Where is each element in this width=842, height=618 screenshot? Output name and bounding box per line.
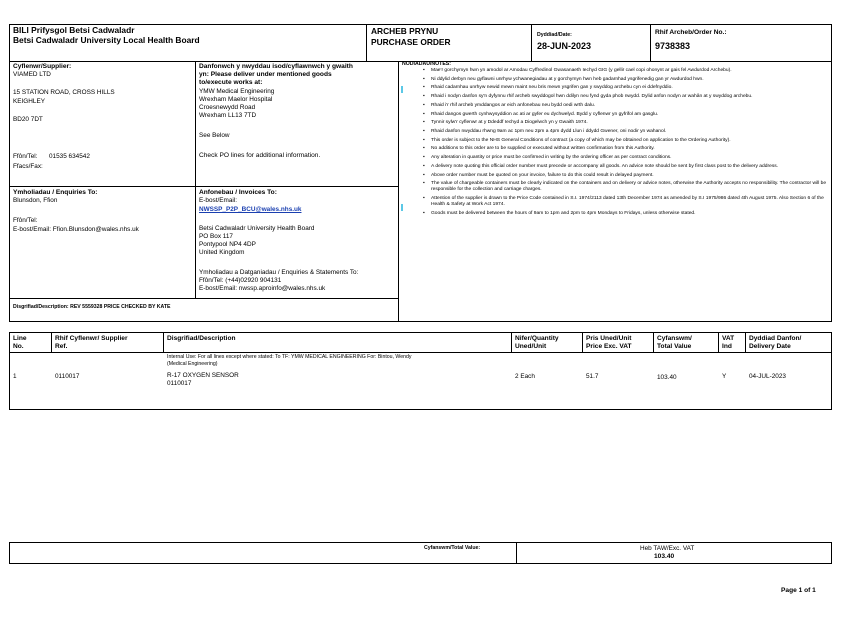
org-name-english: Betsi Cadwaladr University Local Health Board bbox=[13, 35, 200, 45]
note-item bbox=[404, 68, 832, 74]
note-item bbox=[404, 85, 832, 91]
note-text: Above order number must be quoted on your invoice, failure to do this could result in delayed payment. bbox=[431, 172, 654, 178]
cell-quantity: 2 Each bbox=[515, 373, 535, 380]
date-label: Dyddiad/Date: bbox=[537, 32, 572, 38]
bullet-icon: ▪ bbox=[423, 155, 425, 161]
bullet-icon: ▪ bbox=[423, 129, 425, 135]
cell-description: 0110017 bbox=[167, 380, 192, 387]
col-header-line-no: Line No. bbox=[13, 335, 27, 350]
note-item bbox=[404, 103, 832, 109]
supplier-address-2: KEIGHLEY bbox=[13, 98, 45, 105]
note-text: Rhaid dangos gwerth cynhwysyddion ac ati ar gyfer eu dychwelyd. Bydd y cyflenwr yn gyfrifol am gasglu. bbox=[431, 111, 659, 117]
notes-title: NODIADAU/NOTES: bbox=[402, 61, 451, 67]
note-item bbox=[404, 129, 832, 135]
note-text: No additions to this order are to be supplied or executed without written confirmation from this Authority. bbox=[431, 146, 655, 152]
delivery-address-line: Croesnewydd Road bbox=[199, 104, 256, 111]
note-item bbox=[404, 146, 832, 152]
divider bbox=[366, 24, 367, 62]
cell-delivery-date: 04-JUL-2023 bbox=[749, 373, 786, 380]
supplier-name: VIAMED LTD bbox=[13, 71, 51, 78]
divider bbox=[9, 186, 398, 187]
invoices-address-line: United Kingdom bbox=[199, 249, 245, 256]
delivery-label: Danfonwch y nwyddau isod/cyflawnwch y gwaith bbox=[199, 63, 353, 70]
note-item bbox=[404, 211, 832, 217]
divider bbox=[653, 332, 654, 352]
supplier-phone: 01535 634542 bbox=[49, 153, 90, 160]
col-header-supplier-ref: Rhif Cyflenwr/ Supplier Ref. bbox=[55, 335, 128, 350]
statements-phone: Ffôn/Tel: (+44)02920 904131 bbox=[199, 277, 282, 284]
invoices-address-line: Pontypool NP4 4DP bbox=[199, 241, 256, 248]
note-item bbox=[404, 120, 832, 126]
bullet-icon: ▪ bbox=[423, 94, 425, 100]
supplier-label: Cyflenwr/Supplier: bbox=[13, 63, 72, 70]
invoices-email-label: E-bost/Email: bbox=[199, 197, 238, 204]
supplier-phone-label: Ffôn/Tel: bbox=[13, 153, 38, 160]
delivery-see-below: See Below bbox=[199, 132, 230, 139]
note-item bbox=[404, 155, 832, 161]
bullet-icon: ▪ bbox=[423, 137, 425, 143]
invoices-address-line: PO Box 117 bbox=[199, 233, 233, 240]
line-items-table bbox=[9, 332, 832, 410]
divider bbox=[650, 24, 651, 62]
cell-supplier-ref: 0110017 bbox=[55, 373, 80, 380]
note-item bbox=[404, 164, 832, 170]
cell-unit-price: 51.7 bbox=[586, 373, 599, 380]
note-text: Any alteration in quantity or price must be confirmed in writing by the ordering officer as per contract conditions. bbox=[431, 155, 672, 161]
bullet-icon: ▪ bbox=[423, 211, 425, 217]
note-item bbox=[404, 77, 832, 83]
internal-use-note: Internal Use: For all lines except where stated: To TF: YMW MEDICAL ENGINEERING For: Bintou, Wendy bbox=[167, 354, 412, 360]
org-name-welsh: BILI Prifysgol Betsi Cadwaladr bbox=[13, 25, 135, 35]
supplier-address-1: 15 STATION ROAD, CROSS HILLS bbox=[13, 89, 115, 96]
col-header-total-value: Cyfanswm/ Total Value bbox=[657, 335, 692, 350]
bullet-icon: ▪ bbox=[423, 68, 425, 73]
note-text: Rhaid cadarnhau unrhyw newid mewn maint neu bris mewn ysgrifen gan y swyddog archebu cyn ei ddefnyddio. bbox=[431, 85, 673, 91]
divider bbox=[398, 61, 399, 322]
note-text: Rhaid i nodyn danfon sy'n dyfynnu rhif archeb swyddogol hwn ddilyn neu fynd gyda phob nwydd. Dylid anfon nodyn ar wahân at y swyddog archebu. bbox=[431, 94, 753, 100]
note-item bbox=[404, 112, 832, 118]
invoices-address-line: Betsi Cadwaladr University Health Board bbox=[199, 225, 315, 232]
marker-icon bbox=[401, 204, 403, 211]
divider bbox=[516, 542, 517, 564]
note-text: Rhaid danfon nwyddau rhwng 9am ac 1pm neu 2pm a 4pm dydd Llun i ddydd Gwener, oni nodir yn wahanol. bbox=[431, 129, 667, 135]
order-number: 9738383 bbox=[655, 41, 691, 51]
col-header-delivery-date: Dyddiad Danfon/ Delivery Date bbox=[749, 335, 802, 350]
notes-list bbox=[404, 68, 832, 220]
bullet-icon: ▪ bbox=[423, 146, 425, 152]
bullet-icon: ▪ bbox=[423, 196, 425, 202]
doc-title-english: PURCHASE ORDER bbox=[371, 37, 451, 47]
cell-description: R-17 OXYGEN SENSOR bbox=[167, 372, 239, 379]
note-text: Attention of the supplier is drawn to the Price Code contained in S.I. 1974/2113 dated 13th December 1974 as amended by S.I 1975/986 dated 4th August 1975. Also Section 6 of the Health & Safety at Work Act 1974. bbox=[431, 196, 824, 208]
divider bbox=[163, 332, 164, 352]
note-text: Mae'r gorchymyn hwn yn amodol ar Amodau Cyffredinol Gwasanaeth Iechyd GIG (y gellir cael copi ohonynt ar gais fel Awdurdod Archebu). bbox=[431, 68, 732, 73]
totals-box bbox=[9, 542, 832, 564]
marker-icon bbox=[401, 86, 403, 93]
bullet-icon: ▪ bbox=[423, 102, 425, 108]
exc-vat-label: Heb TAW/Exc. VAT bbox=[640, 545, 695, 552]
divider bbox=[9, 352, 832, 353]
doc-title-welsh: ARCHEB PRYNU bbox=[371, 26, 439, 36]
order-date: 28-JUN-2023 bbox=[537, 41, 592, 51]
delivery-label: yn: Please deliver under mentioned goods bbox=[199, 71, 332, 78]
bullet-icon: ▪ bbox=[423, 85, 425, 91]
bullet-icon: ▪ bbox=[423, 120, 425, 126]
divider bbox=[582, 332, 583, 352]
total-label: Cyfanswm/Total Value: bbox=[424, 545, 481, 551]
note-item bbox=[404, 138, 832, 144]
delivery-label: to/execute works at: bbox=[199, 79, 263, 86]
bullet-icon: ▪ bbox=[423, 163, 425, 169]
divider bbox=[195, 61, 196, 298]
divider bbox=[9, 298, 398, 299]
bullet-icon: ▪ bbox=[423, 172, 425, 178]
note-text: A delivery note quoting this official order number must precede or accompany all goods. An advice note should be sent by first class post to the delivery address. bbox=[431, 163, 779, 169]
invoices-label: Anfonebau / Invoices To: bbox=[199, 189, 277, 196]
divider bbox=[531, 24, 532, 62]
internal-use-note: (Medical Engineering) bbox=[167, 361, 218, 367]
enquiries-email: E-bost/Email: Ffion.Blunsdon@wales.nhs.uk bbox=[13, 226, 139, 233]
order-no-label: Rhif Archeb/Order No.: bbox=[655, 29, 727, 36]
cell-line-no: 1 bbox=[13, 373, 17, 380]
note-item bbox=[404, 173, 832, 179]
delivery-address-line: Wrexham LL13 7TD bbox=[199, 112, 257, 119]
statements-label: Ymholiadau a Datganiadau / Enquiries & Statements To: bbox=[199, 269, 359, 276]
enquiries-phone-label: Ffôn/Tel: bbox=[13, 217, 38, 224]
col-header-quantity: Nifer/Quantity Uned/Unit bbox=[515, 335, 559, 350]
bullet-icon: ▪ bbox=[423, 76, 425, 82]
bullet-icon: ▪ bbox=[423, 181, 425, 187]
divider bbox=[745, 332, 746, 352]
enquiries-name: Blunsdon, Ffion bbox=[13, 197, 58, 204]
page-number: Page 1 of 1 bbox=[781, 587, 816, 594]
note-text: The value of chargeable containers must be clearly indicated on the containers and on delivery or advice notes, otherwise the Authority accepts no responsibility. The contractor will be responsible for the collection and carriage charges. bbox=[431, 181, 827, 193]
note-text: Ni ddylid derbyn neu gyflawni unrhyw ychwanegiadau at y gorchymyn hwn heb gadarnhad ysgrifenedig gan yr Awdurdod hwn. bbox=[431, 76, 704, 82]
note-text: Goods must be delivered between the hours of 9am to 1pm and 2pm to 4pm Mondays to Fridays, unless otherwise stated. bbox=[431, 211, 696, 217]
cell-vat: Y bbox=[722, 373, 727, 380]
statements-email: E-bost/Email: nwssp.aproinfo@wales.nhs.uk bbox=[199, 285, 326, 292]
divider bbox=[511, 332, 512, 352]
note-item bbox=[404, 181, 832, 193]
order-description: Disgrifiad/Description: REV 5559328 PRICE CHECKED BY KATE bbox=[13, 304, 171, 310]
supplier-postcode: BD20 7DT bbox=[13, 116, 43, 123]
divider bbox=[51, 332, 52, 352]
invoices-email-link[interactable]: NWSSP_P2P_BCU@wales.nhs.uk bbox=[199, 206, 302, 213]
col-header-vat: VAT Ind bbox=[722, 335, 735, 350]
col-header-unit-price: Pris Uned/Unit Price Exc. VAT bbox=[586, 335, 632, 350]
delivery-address-line: YMW Medical Engineering bbox=[199, 88, 275, 95]
note-text: Tynnir sylw'r cyflenwr at y Ddeddf Iechyd a Diogelwch yn y Gwaith 1974. bbox=[431, 120, 588, 126]
delivery-check-po: Check PO lines for additional information. bbox=[199, 152, 321, 159]
divider bbox=[718, 332, 719, 352]
note-item bbox=[404, 94, 832, 100]
note-text: This order is subject to the NHS General Conditions of contract (a copy of which may be obtained on application to the Ordering Authority). bbox=[431, 137, 731, 143]
bullet-icon: ▪ bbox=[423, 111, 425, 117]
note-item bbox=[404, 196, 832, 208]
cell-total-value: 103.40 bbox=[657, 374, 677, 381]
supplier-fax-label: Ffacs/Fax: bbox=[13, 163, 43, 170]
enquiries-label: Ymholiadau / Enquiries To: bbox=[13, 189, 98, 196]
delivery-address-line: Wrexham Maelor Hospital bbox=[199, 96, 273, 103]
total-value: 103.40 bbox=[654, 553, 675, 560]
note-text: Rhaid i'r rhif archeb ymddangos ar eich anfonebau neu bydd oedi wrth dalu. bbox=[431, 102, 596, 108]
col-header-description: Disgrifiad/Description bbox=[167, 335, 236, 342]
